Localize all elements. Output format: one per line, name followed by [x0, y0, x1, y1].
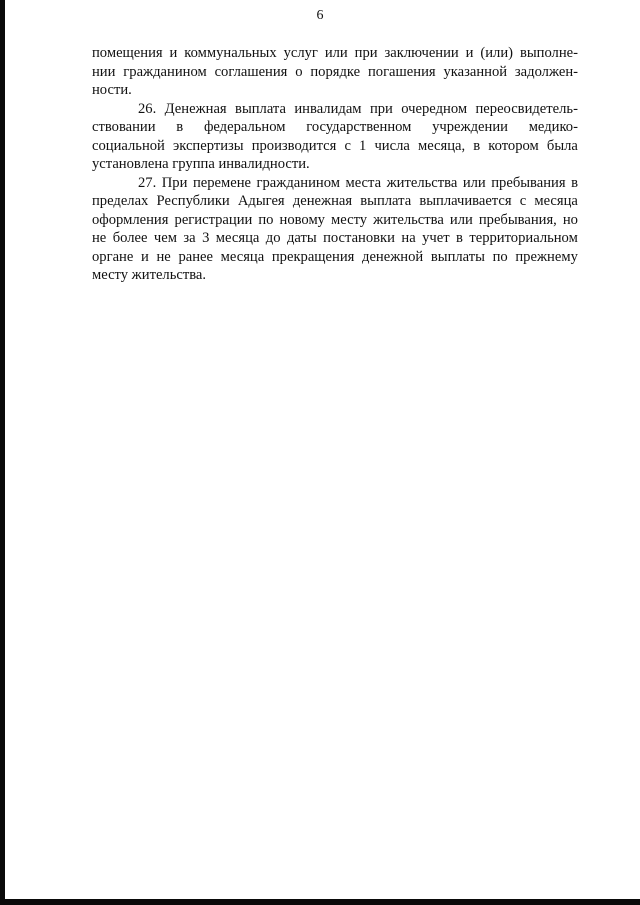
text-line: органе и не ранее месяца прекращения денежной выплаты по прежнему — [92, 248, 578, 265]
text-line: установлена группа инвалидности. — [92, 156, 310, 172]
scan-edge-bottom — [0, 899, 640, 905]
text-line: ности. — [92, 82, 132, 98]
text-line: помещения и коммунальных услуг или при заключении и (или) выполне- — [92, 45, 578, 61]
text-line: месту жительства. — [92, 267, 207, 283]
document-body — [92, 44, 578, 285]
paragraph-item-26 — [92, 100, 578, 174]
paragraph-item-27 — [92, 174, 578, 285]
scan-edge-left — [0, 0, 5, 905]
text-line: нии гражданином соглашения о порядке погашения указанной задолжен- — [92, 63, 578, 80]
text-line: не более чем за 3 месяца до даты постановки на учет в территориальном — [92, 230, 578, 246]
text-line: пределах Республики Адыгея денежная выплата выплачивается с месяца — [92, 193, 578, 209]
text-line: оформления регистрации по новому месту жительства или пребывания, но — [92, 211, 578, 228]
text-line: социальной экспертизы производится с 1 числа месяца, в котором была — [92, 137, 578, 154]
text-line: 27. При перемене гражданином места жительства или пребывания в — [138, 174, 578, 191]
text-line: 26. Денежная выплата инвалидам при очередном переосвидетель- — [138, 100, 578, 117]
paragraph-continuation — [92, 44, 578, 100]
page-number: 6 — [316, 8, 324, 23]
text-line: ствовании в федеральном государственном учреждении медико- — [92, 119, 578, 135]
